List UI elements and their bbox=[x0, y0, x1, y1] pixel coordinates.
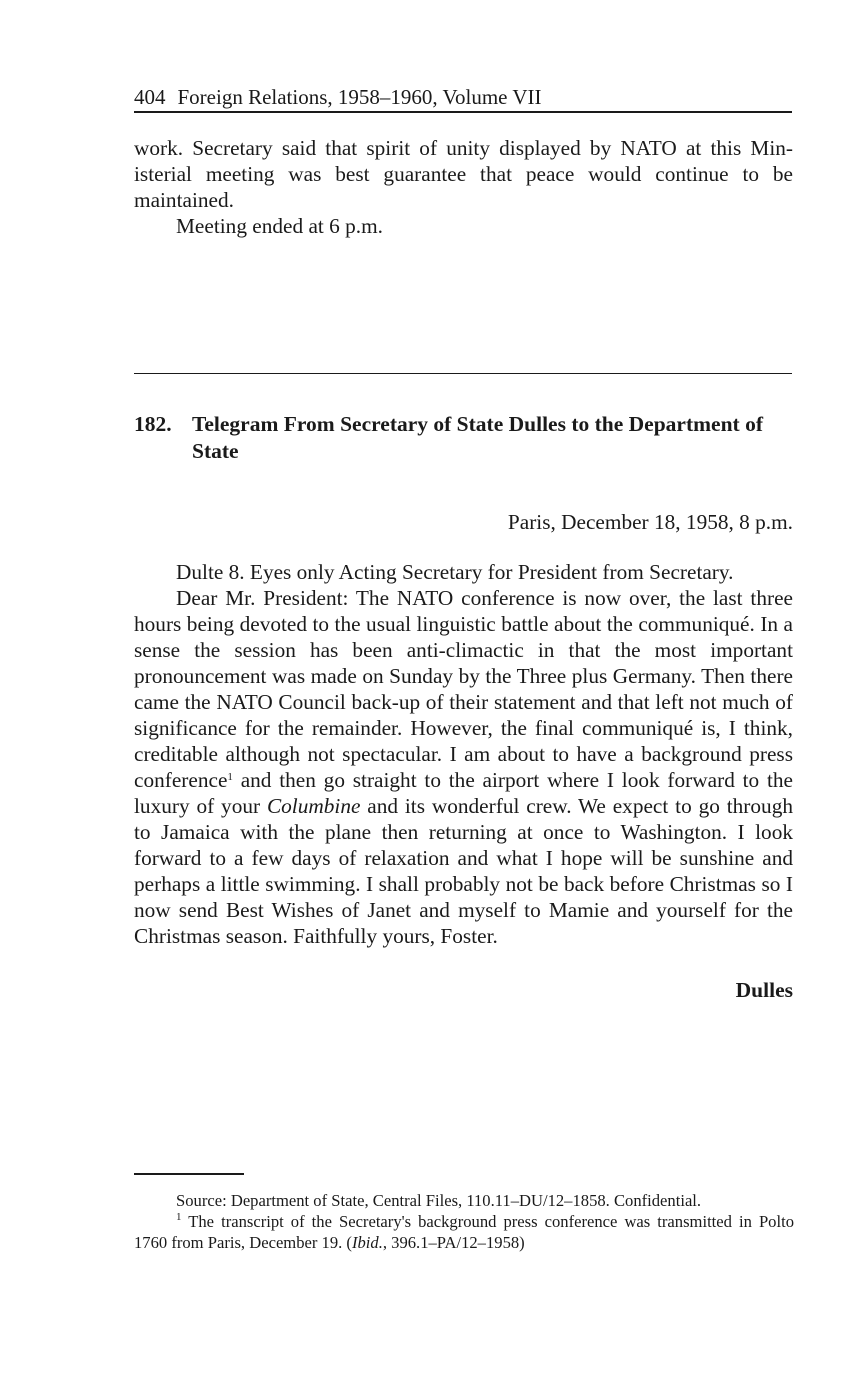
footnote-1-end: , 396.1–PA/12–1958) bbox=[382, 1233, 525, 1252]
footnote-1-marker: 1 bbox=[176, 1211, 182, 1223]
previous-document-text bbox=[134, 135, 793, 239]
letter-text-part-2: and then go straight to the airport where I look forward to the luxury of your bbox=[134, 768, 793, 818]
telegram-opening: Dulte 8. Eyes only Acting Secretary for President from Secretary. bbox=[176, 560, 734, 584]
plane-name: Columbine bbox=[266, 794, 361, 818]
footnote-marker: 1 bbox=[227, 771, 233, 783]
document-heading bbox=[134, 411, 794, 465]
meeting-ended-paragraph: Meeting ended at 6 p.m. bbox=[176, 214, 383, 238]
footnote-rule bbox=[134, 1173, 244, 1175]
footnote-1-text: The transcript of the Secretary's background press conference was transmitted in Polto 1760 from Paris, December 19. ( bbox=[134, 1212, 794, 1252]
document-title: Telegram From Secretary of State Dulles to the Department of State bbox=[192, 412, 763, 463]
document-number: 182. bbox=[134, 412, 172, 436]
dateline: Paris, December 18, 1958, 8 p.m. bbox=[507, 510, 793, 534]
telegram-body bbox=[134, 559, 793, 949]
running-head bbox=[134, 83, 792, 111]
page-number: 404 bbox=[134, 85, 166, 109]
letter-text-part-3: and its wonderful crew. We expect to go through to Jamaica with the plane then returning at once to Washington. I look forward to a few days of relaxation and what I hope will be sunshine and perhaps a little swimming. I shall probably not be back before Christmas so I now send Best Wishes of Janet and myself to Mamie and yourself for the Christmas season. Faithfully yours, Foster. bbox=[134, 794, 793, 948]
letter-paragraph bbox=[134, 585, 793, 949]
footnote-ibid: Ibid. bbox=[351, 1233, 383, 1252]
footnote-1 bbox=[134, 1211, 794, 1253]
letter-text-part-1: Dear Mr. President: The NATO conference is now over, the last three hours being devoted to the usual linguistic battle about the communiqué. In a sense the session has been anti-climactic in that the most important pronouncement was made on Sunday by the Three plus Germany. Then there came the NATO Council back-up of their statement and that left not much of significance for the remainder. However, the final communiqué is, I think, creditable although not spectacular. I am about to have a background press conference bbox=[134, 586, 793, 792]
header-rule bbox=[134, 111, 792, 113]
signature: Dulles bbox=[735, 978, 793, 1002]
continued-paragraph: work. Secretary said that spirit of unity displayed by NATO at this Ministerial meeting was best guarantee that peace would continue to be maintained. bbox=[134, 136, 793, 212]
footnotes bbox=[134, 1190, 794, 1253]
section-divider bbox=[134, 373, 792, 374]
source-note: Source: Department of State, Central Files, 110.11–DU/12–1858. Confidential. bbox=[176, 1191, 702, 1210]
volume-title: Foreign Relations, 1958–1960, Volume VII bbox=[177, 85, 542, 109]
